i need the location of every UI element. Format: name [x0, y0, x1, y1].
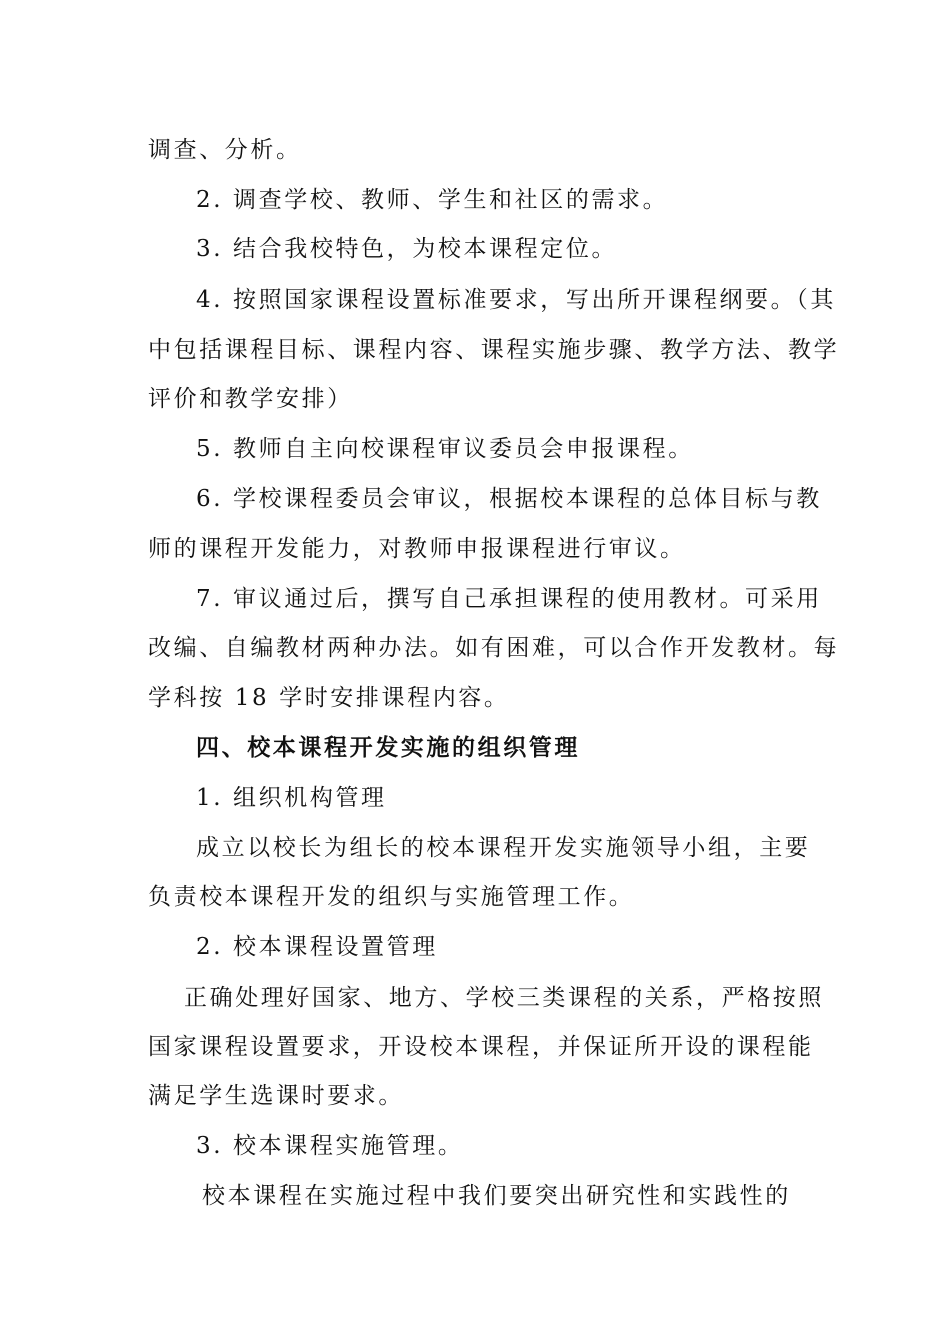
section-heading: 四、校本课程开发实施的组织管理 — [196, 734, 580, 761]
paragraph-line: 中包括课程目标、课程内容、课程实施步骤、教学方法、教学 — [148, 337, 840, 363]
paragraph-line: 师的课程开发能力，对教师申报课程进行审议。 — [148, 536, 686, 562]
list-item-7: 7. 审议通过后，撰写自己承担课程的使用教材。可采用 — [196, 586, 822, 612]
paragraph-line: 评价和教学安排） — [148, 386, 353, 412]
list-item-4: 4. 按照国家课程设置标准要求，写出所开课程纲要。（其 — [196, 287, 836, 313]
paragraph-line: 调查、分析。 — [148, 137, 302, 163]
list-item-2: 2. 调查学校、教师、学生和社区的需求。 — [196, 187, 669, 213]
paragraph-line: 负责校本课程开发的组织与实施管理工作。 — [148, 884, 635, 910]
subsection-heading: 1. 组织机构管理 — [196, 785, 387, 811]
paragraph-line: 学科按 18 学时安排课程内容。 — [148, 685, 510, 711]
paragraph-line: 满足学生选课时要求。 — [148, 1083, 404, 1109]
list-item-3: 3. 结合我校特色，为校本课程定位。 — [196, 236, 618, 262]
paragraph-line: 国家课程设置要求，开设校本课程，并保证所开设的课程能 — [148, 1034, 814, 1060]
list-item-6: 6. 学校课程委员会审议，根据校本课程的总体目标与教 — [196, 486, 822, 512]
subsection-heading: 2. 校本课程设置管理 — [196, 934, 438, 960]
paragraph-line: 正确处理好国家、地方、学校三类课程的关系，严格按照 — [184, 985, 824, 1011]
list-item-5: 5. 教师自主向校课程审议委员会申报课程。 — [196, 436, 694, 462]
subsection-heading: 3. 校本课程实施管理。 — [196, 1133, 464, 1159]
paragraph-line: 校本课程在实施过程中我们要突出研究性和实践性的 — [202, 1183, 791, 1209]
paragraph-line: 成立以校长为组长的校本课程开发实施领导小组，主要 — [196, 835, 811, 861]
paragraph-line: 改编、自编教材两种办法。如有困难，可以合作开发教材。每 — [148, 635, 840, 661]
